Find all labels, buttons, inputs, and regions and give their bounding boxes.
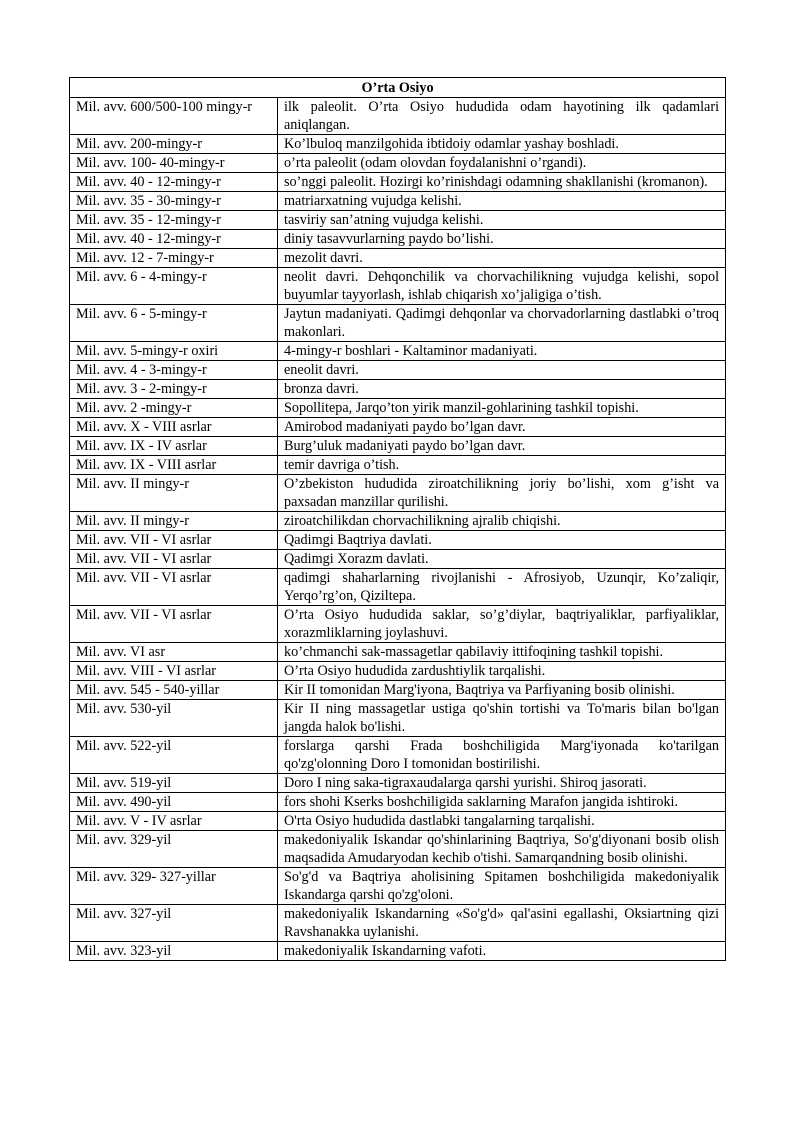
table-row <box>70 868 726 905</box>
table-row <box>70 98 726 135</box>
event-cell: makedoniyalik Iskandarning «So'g'd» qal'asini egallashi, Oksiartning qizi Ravshanakka uylanishi. <box>278 905 726 942</box>
table-row <box>70 942 726 961</box>
table-row <box>70 380 726 399</box>
table-row <box>70 418 726 437</box>
table-row <box>70 662 726 681</box>
date-cell: Mil. avv. 35 - 12-mingy-r <box>70 211 278 230</box>
table-row <box>70 268 726 305</box>
event-cell: Kir II tomonidan Marg'iyona, Baqtriya va Parfiyaning bosib olinishi. <box>278 681 726 700</box>
table-header-row <box>70 78 726 98</box>
event-cell: Amirobod madaniyati paydo bo’lgan davr. <box>278 418 726 437</box>
event-cell: Ko’lbuloq manzilgohida ibtidoiy odamlar yashay boshladi. <box>278 135 726 154</box>
event-cell: O’rta Osiyo hududida zardushtiylik tarqalishi. <box>278 662 726 681</box>
date-cell: Mil. avv. 545 - 540-yillar <box>70 681 278 700</box>
event-cell: diniy tasavvurlarning paydo bo’lishi. <box>278 230 726 249</box>
date-cell: Mil. avv. X - VIII asrlar <box>70 418 278 437</box>
date-cell: Mil. avv. 600/500-100 mingy-r <box>70 98 278 135</box>
date-cell: Mil. avv. VIII - VI asrlar <box>70 662 278 681</box>
event-cell: o’rta paleolit (odam olovdan foydalanishni o’rgandi). <box>278 154 726 173</box>
date-cell: Mil. avv. 40 - 12-mingy-r <box>70 173 278 192</box>
table-row <box>70 211 726 230</box>
table-row <box>70 531 726 550</box>
table-row <box>70 512 726 531</box>
event-cell: eneolit davri. <box>278 361 726 380</box>
event-cell: Kir II ning massagetlar ustiga qo'shin tortishi va To'maris bilan bo'lgan jangda halok bo'lishi. <box>278 700 726 737</box>
table-row <box>70 569 726 606</box>
table-row <box>70 437 726 456</box>
date-cell: Mil. avv. 100- 40-mingy-r <box>70 154 278 173</box>
table-row <box>70 700 726 737</box>
table-row <box>70 793 726 812</box>
table-row <box>70 342 726 361</box>
table-row <box>70 643 726 662</box>
chronology-table <box>69 77 726 961</box>
event-cell: O'rta Osiyo hududida dastlabki tangalarning tarqalishi. <box>278 812 726 831</box>
date-cell: Mil. avv. 35 - 30-mingy-r <box>70 192 278 211</box>
table-row <box>70 681 726 700</box>
event-cell: Doro I ning saka-tigraxaudalarga qarshi yurishi. Shiroq jasorati. <box>278 774 726 793</box>
date-cell: Mil. avv. VII - VI asrlar <box>70 531 278 550</box>
table-row <box>70 606 726 643</box>
event-cell: makedoniyalik Iskandarning vafoti. <box>278 942 726 961</box>
event-cell: makedoniyalik Iskandar qo'shinlarining Baqtriya, So'g'diyonani bosib olish maqsadida Amudaryodan kechib o'tishi. Samarqandning bosib olinishi. <box>278 831 726 868</box>
event-cell: tasviriy san’atning vujudga kelishi. <box>278 211 726 230</box>
event-cell: matriarxatning vujudga kelishi. <box>278 192 726 211</box>
date-cell: Mil. avv. 5-mingy-r oxiri <box>70 342 278 361</box>
date-cell: Mil. avv. 329-yil <box>70 831 278 868</box>
event-cell: qadimgi shaharlarning rivojlanishi - Afrosiyob, Uzunqir, Ko’zaliqir, Yerqo’rg’on, Qiziltepa. <box>278 569 726 606</box>
date-cell: Mil. avv. VII - VI asrlar <box>70 550 278 569</box>
table-row <box>70 361 726 380</box>
date-cell: Mil. avv. IX - IV asrlar <box>70 437 278 456</box>
date-cell: Mil. avv. 6 - 5-mingy-r <box>70 305 278 342</box>
table-row <box>70 173 726 192</box>
document-page <box>69 77 725 961</box>
date-cell: Mil. avv. 40 - 12-mingy-r <box>70 230 278 249</box>
event-cell: Qadimgi Xorazm davlati. <box>278 550 726 569</box>
event-cell: bronza davri. <box>278 380 726 399</box>
event-cell: ko’chmanchi sak-massagetlar qabilaviy ittifoqining tashkil topishi. <box>278 643 726 662</box>
table-body <box>70 98 726 961</box>
table-row <box>70 135 726 154</box>
date-cell: Mil. avv. 200-mingy-r <box>70 135 278 154</box>
date-cell: Mil. avv. VII - VI asrlar <box>70 569 278 606</box>
event-cell: 4-mingy-r boshlari - Kaltaminor madaniyati. <box>278 342 726 361</box>
date-cell: Mil. avv. VII - VI asrlar <box>70 606 278 643</box>
event-cell: O’rta Osiyo hududida saklar, so’g’diylar, baqtriyaliklar, parfiyaliklar, xorazmliklarning joylashuvi. <box>278 606 726 643</box>
table-row <box>70 456 726 475</box>
date-cell: Mil. avv. VI asr <box>70 643 278 662</box>
event-cell: so’nggi paleolit. Hozirgi ko’rinishdagi odamning shakllanishi (kromanon). <box>278 173 726 192</box>
event-cell: fors shohi Kserks boshchiligida saklarning Marafon jangida ishtiroki. <box>278 793 726 812</box>
date-cell: Mil. avv. 3 - 2-mingy-r <box>70 380 278 399</box>
table-row <box>70 812 726 831</box>
date-cell: Mil. avv. 323-yil <box>70 942 278 961</box>
event-cell: ziroatchilikdan chorvachilikning ajralib chiqishi. <box>278 512 726 531</box>
table-row <box>70 905 726 942</box>
table-row <box>70 192 726 211</box>
event-cell: ilk paleolit. O’rta Osiyo hududida odam hayotining ilk qadamlari aniqlangan. <box>278 98 726 135</box>
event-cell: O’zbekiston hududida ziroatchilikning joriy bo’lishi, xom g’isht va paxsadan manzillar qurilishi. <box>278 475 726 512</box>
date-cell: Mil. avv. 4 - 3-mingy-r <box>70 361 278 380</box>
event-cell: forslarga qarshi Frada boshchiligida Marg'iyonada ko'tarilgan qo'zg'olonning Doro I tomonidan bostirilishi. <box>278 737 726 774</box>
table-row <box>70 230 726 249</box>
event-cell: mezolit davri. <box>278 249 726 268</box>
date-cell: Mil. avv. 519-yil <box>70 774 278 793</box>
date-cell: Mil. avv. II mingy-r <box>70 475 278 512</box>
event-cell: Burg’uluk madaniyati paydo bo’lgan davr. <box>278 437 726 456</box>
table-row <box>70 154 726 173</box>
date-cell: Mil. avv. 2 -mingy-r <box>70 399 278 418</box>
table-row <box>70 305 726 342</box>
date-cell: Mil. avv. 522-yil <box>70 737 278 774</box>
event-cell: Qadimgi Baqtriya davlati. <box>278 531 726 550</box>
date-cell: Mil. avv. V - IV asrlar <box>70 812 278 831</box>
table-row <box>70 737 726 774</box>
date-cell: Mil. avv. 6 - 4-mingy-r <box>70 268 278 305</box>
table-title: O’rta Osiyo <box>70 78 726 98</box>
table-row <box>70 249 726 268</box>
date-cell: Mil. avv. 490-yil <box>70 793 278 812</box>
date-cell: Mil. avv. 12 - 7-mingy-r <box>70 249 278 268</box>
date-cell: Mil. avv. 329- 327-yillar <box>70 868 278 905</box>
table-row <box>70 550 726 569</box>
table-row <box>70 774 726 793</box>
table-row <box>70 399 726 418</box>
event-cell: Sopollitepa, Jarqo’ton yirik manzil-gohlarining tashkil topishi. <box>278 399 726 418</box>
event-cell: neolit davri. Dehqonchilik va chorvachilikning vujudga kelishi, sopol buyumlar tayyorlash, ishlab chiqarish xo’jaligiga o’tish. <box>278 268 726 305</box>
event-cell: temir davriga o’tish. <box>278 456 726 475</box>
table-row <box>70 475 726 512</box>
date-cell: Mil. avv. IX - VIII asrlar <box>70 456 278 475</box>
table-row <box>70 831 726 868</box>
event-cell: So'g'd va Baqtriya aholisining Spitamen boshchiligida makedoniyalik Iskandarga qarshi qo'zg'oloni. <box>278 868 726 905</box>
date-cell: Mil. avv. II mingy-r <box>70 512 278 531</box>
date-cell: Mil. avv. 327-yil <box>70 905 278 942</box>
event-cell: Jaytun madaniyati. Qadimgi dehqonlar va chorvadorlarning dastlabki o’troq makonlari. <box>278 305 726 342</box>
date-cell: Mil. avv. 530-yil <box>70 700 278 737</box>
